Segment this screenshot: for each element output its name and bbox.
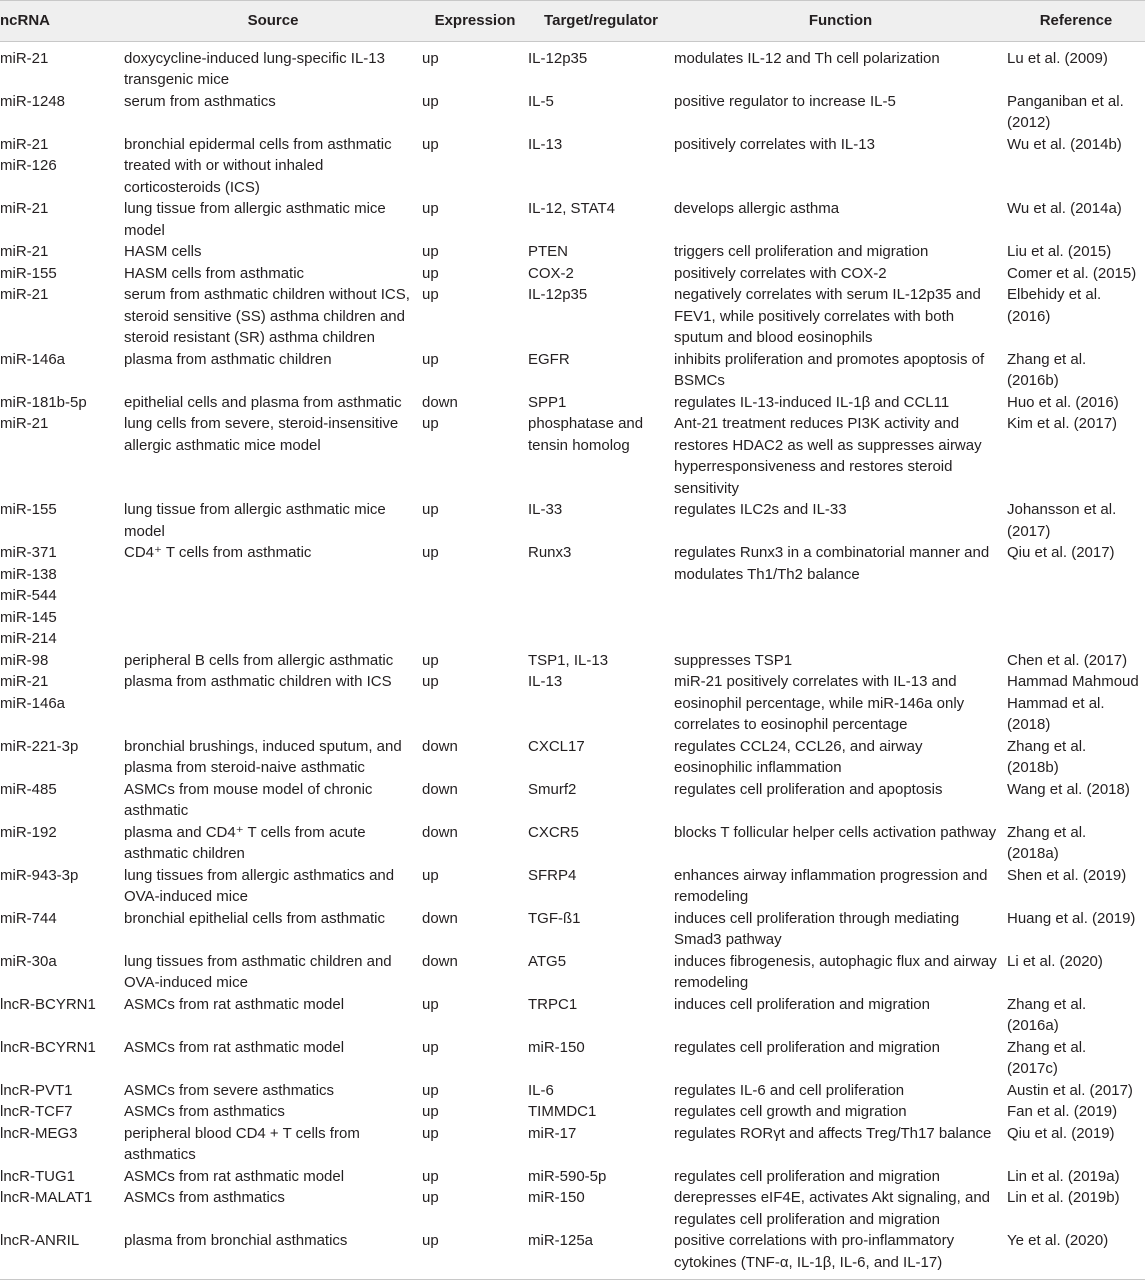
cell-reference: Lin et al. (2019a) [1007, 1167, 1120, 1185]
cell-ncrna [0, 822, 124, 865]
cell-function: enhances airway inflammation progression and remodeling [674, 866, 988, 905]
ncrna-name: miR-181b-5p [0, 393, 87, 411]
cell-ncrna [0, 908, 124, 951]
cell-reference: Huang et al. (2019) [1007, 909, 1136, 927]
cell-ncrna [0, 994, 124, 1037]
cell-function: triggers cell proliferation and migration [674, 243, 929, 260]
cell-source: ASMCs from rat asthmatic model [124, 1167, 345, 1185]
cell-source: bronchial brushings, induced sputum, and plasma from steroid-naive asthmatic [124, 737, 402, 776]
cell-expression: up [422, 350, 439, 368]
cell-function: negatively correlates with serum IL-12p35 and FEV1, while positively correlates with both sputum and blood eosinophils [674, 286, 981, 346]
cell-reference: Fan et al. (2019) [1007, 1103, 1118, 1120]
cell-source: ASMCs from asthmatics [124, 1103, 285, 1120]
cell-target: TIMMDC1 [528, 1103, 597, 1120]
cell-function: positively correlates with IL-13 [674, 135, 875, 153]
table-row [0, 284, 1145, 349]
cell-expression: up [422, 1189, 439, 1206]
cell-expression: up [422, 1230, 528, 1280]
cell-expression: up [422, 1103, 439, 1120]
cell-function: miR-21 positively correlates with IL-13 and eosinophil percentage, while miR-146a only correlates to eosinophil percentage [674, 673, 965, 733]
table-row [0, 91, 1145, 134]
cell-reference: Kim et al. (2017) [1007, 415, 1118, 432]
cell-reference: Shen et al. (2019) [1007, 866, 1127, 884]
cell-ncrna [0, 1101, 124, 1123]
cell-expression: up [422, 673, 439, 690]
cell-reference: Lin et al. (2019b) [1007, 1189, 1120, 1206]
cell-target: miR-125a [528, 1230, 674, 1280]
cell-reference: Elbehidy et al. (2016) [1007, 286, 1102, 325]
cell-target: IL-33 [528, 501, 563, 518]
cell-expression: up [422, 135, 439, 153]
cell-target: IL-12p35 [528, 286, 588, 303]
cell-expression: up [422, 1124, 439, 1142]
cell-reference: Chen et al. (2017) [1007, 651, 1128, 669]
table-header [0, 1, 1145, 42]
cell-reference: Johansson et al. (2017) [1007, 501, 1117, 540]
cell-expression: down [422, 393, 458, 411]
cell-reference: Qiu et al. (2019) [1007, 1124, 1115, 1142]
table-row [0, 1123, 1145, 1166]
table-row [0, 413, 1145, 499]
cell-source: peripheral B cells from allergic asthmatic [124, 651, 394, 669]
cell-function: modulates IL-12 and Th cell polarization [674, 49, 940, 67]
cell-ncrna [0, 41, 124, 91]
cell-source: plasma from asthmatic children [124, 350, 332, 368]
cell-target: SPP1 [528, 393, 567, 411]
cell-expression: up [422, 651, 439, 669]
cell-source: HASM cells [124, 243, 202, 260]
cell-target: IL-13 [528, 135, 563, 153]
cell-function: regulates RORγt and affects Treg/Th17 balance [674, 1124, 992, 1142]
cell-source: ASMCs from rat asthmatic model [124, 1038, 345, 1056]
cell-expression: up [422, 501, 439, 518]
table-row [0, 1187, 1145, 1230]
cell-expression: up [422, 49, 439, 67]
table-row [0, 994, 1145, 1037]
table-row [0, 134, 1145, 199]
cell-ncrna [0, 865, 124, 908]
header-function: Function [674, 1, 1007, 42]
cell-source: lung cells from severe, steroid-insensitive allergic asthmatic mice model [124, 415, 399, 454]
ncrna-name: miR-21 [0, 49, 49, 67]
table-row [0, 736, 1145, 779]
cell-ncrna [0, 1230, 124, 1280]
cell-function: blocks T follicular helper cells activation pathway [674, 823, 997, 841]
cell-source: ASMCs from asthmatics [124, 1189, 285, 1206]
cell-ncrna [0, 392, 124, 414]
cell-expression: up [422, 92, 439, 110]
cell-function: regulates cell proliferation and migration [674, 1038, 940, 1056]
table-row [0, 1037, 1145, 1080]
cell-source: plasma and CD4⁺ T cells from acute asthmatic children [124, 823, 366, 862]
table-row [0, 1166, 1145, 1188]
ncrna-name: lncR-BCYRN1 [0, 1038, 96, 1056]
cell-reference: Lu et al. (2009) [1007, 49, 1108, 67]
cell-expression: up [422, 866, 439, 884]
cell-target: miR-590-5p [528, 1167, 607, 1185]
cell-ncrna [0, 650, 124, 672]
cell-reference: Zhang et al. (2017c) [1007, 1038, 1087, 1077]
table-row [0, 349, 1145, 392]
cell-source: serum from asthmatics [124, 92, 276, 110]
cell-function: induces fibrogenesis, autophagic flux and airway remodeling [674, 952, 997, 991]
cell-expression: up [422, 544, 439, 561]
cell-function: positive correlations with pro-inflammatory cytokines (TNF-α, IL-1β, IL-6, and IL-17) [674, 1230, 1007, 1280]
cell-function: regulates CCL24, CCL26, and airway eosinophilic inflammation [674, 737, 923, 776]
cell-reference: Liu et al. (2015) [1007, 243, 1112, 260]
cell-ncrna [0, 779, 124, 822]
cell-expression: up [422, 1038, 439, 1056]
ncrna-name: miR-21 [0, 286, 49, 303]
cell-target: IL-13 [528, 673, 563, 690]
table-row [0, 1230, 1145, 1280]
cell-target: SFRP4 [528, 866, 577, 884]
cell-ncrna [0, 134, 124, 199]
cell-ncrna [0, 198, 124, 241]
cell-expression: up [422, 286, 439, 303]
cell-function: regulates IL-6 and cell proliferation [674, 1081, 905, 1099]
ncrna-name: miR-214 [0, 630, 57, 647]
cell-target: phosphatase and tensin homolog [528, 415, 644, 454]
cell-target: ATG5 [528, 952, 567, 970]
cell-source: ASMCs from mouse model of chronic asthmatic [124, 780, 373, 819]
cell-function: induces cell proliferation and migration [674, 995, 930, 1013]
table-row [0, 650, 1145, 672]
cell-target: CXCL17 [528, 737, 585, 755]
cell-ncrna [0, 736, 124, 779]
ncrna-name: miR-146a [0, 350, 66, 368]
cell-source: ASMCs from severe asthmatics [124, 1081, 335, 1099]
cell-expression: down [422, 952, 458, 970]
cell-source: bronchial epithelial cells from asthmatic [124, 909, 385, 927]
ncrna-name: miR-943-3p [0, 866, 79, 884]
ncrna-name: lncR-TCF7 [0, 1103, 73, 1120]
table-row [0, 822, 1145, 865]
cell-expression: down [422, 780, 458, 798]
cell-function: develops allergic asthma [674, 200, 840, 217]
cell-target: miR-150 [528, 1189, 585, 1206]
cell-target: COX-2 [528, 264, 574, 282]
cell-function: regulates IL-13-induced IL-1β and CCL11 [674, 393, 950, 411]
ncrna-name: miR-371 [0, 544, 57, 561]
cell-reference: Zhang et al. (2018b) [1007, 737, 1087, 776]
cell-reference: Wu et al. (2014b) [1007, 135, 1122, 153]
cell-ncrna [0, 1187, 124, 1230]
ncrna-name: miR-1248 [0, 92, 66, 110]
cell-ncrna [0, 349, 124, 392]
table-row [0, 392, 1145, 414]
cell-source: plasma from bronchial asthmatics [124, 1230, 422, 1280]
cell-source: CD4⁺ T cells from asthmatic [124, 544, 312, 561]
ncrna-name: miR-146a [0, 694, 66, 712]
table-row [0, 908, 1145, 951]
cell-source: lung tissues from asthmatic children and OVA-induced mice [124, 952, 392, 991]
cell-target: IL-12p35 [528, 49, 588, 67]
ncrna-name: miR-155 [0, 501, 57, 518]
cell-source: bronchial epidermal cells from asthmatic treated with or without inhaled corticosteroids (ICS) [124, 135, 392, 196]
cell-expression: up [422, 1167, 439, 1185]
cell-function: induces cell proliferation through mediating Smad3 pathway [674, 909, 960, 948]
cell-target: IL-12, STAT4 [528, 200, 615, 217]
ncrna-name: miR-21 [0, 415, 49, 432]
header-target-regulator: Target/regulator [528, 1, 674, 42]
cell-source: lung tissue from allergic asthmatic mice model [124, 501, 386, 540]
ncrna-name: lncR-MEG3 [0, 1124, 78, 1142]
cell-target: PTEN [528, 243, 569, 260]
cell-reference: Wu et al. (2014a) [1007, 200, 1122, 217]
ncrna-name: miR-155 [0, 264, 57, 282]
cell-expression: down [422, 737, 458, 755]
cell-source: epithelial cells and plasma from asthmatic [124, 393, 402, 411]
cell-expression: up [422, 995, 439, 1013]
header-source: Source [124, 1, 422, 42]
cell-ncrna [0, 1037, 124, 1080]
ncrna-name: miR-21 [0, 243, 49, 260]
ncrna-name: miR-744 [0, 909, 57, 927]
cell-target: CXCR5 [528, 823, 579, 841]
cell-source: plasma from asthmatic children with ICS [124, 673, 392, 690]
cell-reference: Panganiban et al. (2012) [1007, 92, 1124, 131]
cell-source: serum from asthmatic children without ICS, steroid sensitive (SS) asthma children and steroid resistant (SR) asthma children [124, 286, 410, 346]
cell-expression: up [422, 200, 439, 217]
cell-expression: up [422, 264, 439, 282]
cell-function: regulates cell proliferation and migration [674, 1167, 940, 1185]
cell-target: miR-150 [528, 1038, 585, 1056]
ncrna-name: lncR-ANRIL [0, 1232, 80, 1249]
ncrna-name: lncR-TUG1 [0, 1167, 76, 1185]
cell-reference: Wang et al. (2018) [1007, 780, 1130, 798]
cell-source: peripheral blood CD4 + T cells from asthmatics [124, 1124, 360, 1163]
table-row [0, 1101, 1145, 1123]
cell-ncrna [0, 542, 124, 650]
cell-function: inhibits proliferation and promotes apoptosis of BSMCs [674, 350, 985, 389]
table-row [0, 951, 1145, 994]
table-row [0, 779, 1145, 822]
cell-target: TRPC1 [528, 995, 578, 1013]
cell-function: positively correlates with COX-2 [674, 264, 887, 282]
ncrna-name: miR-485 [0, 780, 57, 798]
cell-reference: Comer et al. (2015) [1007, 264, 1137, 282]
cell-ncrna [0, 263, 124, 285]
cell-target: TSP1, IL-13 [528, 651, 609, 669]
cell-function: regulates cell growth and migration [674, 1103, 907, 1120]
cell-target: Smurf2 [528, 780, 577, 798]
table-row [0, 241, 1145, 263]
ncrna-name: miR-30a [0, 952, 57, 970]
cell-expression: down [422, 823, 458, 841]
cell-reference: Qiu et al. (2017) [1007, 544, 1115, 561]
cell-ncrna [0, 1166, 124, 1188]
cell-target: miR-17 [528, 1124, 577, 1142]
cell-function: derepresses eIF4E, activates Akt signaling, and regulates cell proliferation and migration [674, 1189, 991, 1228]
ncrna-name: miR-544 [0, 587, 57, 604]
cell-function: regulates ILC2s and IL-33 [674, 501, 847, 518]
cell-function: Ant-21 treatment reduces PI3K activity and restores HDAC2 as well as suppresses airway hyperresponsiveness and restores steroid sensitivity [674, 415, 982, 497]
cell-ncrna [0, 91, 124, 134]
ncrna-name: miR-221-3p [0, 737, 79, 755]
ncrna-name: miR-138 [0, 565, 57, 583]
cell-reference: Li et al. (2020) [1007, 952, 1103, 970]
table-row [0, 499, 1145, 542]
cell-reference: Ye et al. (2020) [1007, 1230, 1145, 1280]
cell-function: regulates cell proliferation and apoptosis [674, 780, 943, 798]
ncrna-name: lncR-PVT1 [0, 1081, 73, 1099]
ncrna-name: miR-192 [0, 823, 57, 841]
cell-ncrna [0, 671, 124, 736]
cell-target: Runx3 [528, 544, 572, 561]
table-row [0, 865, 1145, 908]
table-row [0, 1080, 1145, 1102]
ncrna-name: miR-21 [0, 135, 49, 153]
cell-ncrna [0, 951, 124, 994]
ncrna-name: miR-98 [0, 651, 49, 669]
ncrna-name: miR-21 [0, 200, 49, 217]
ncrna-name: lncR-BCYRN1 [0, 995, 96, 1013]
cell-expression: up [422, 1081, 439, 1099]
cell-ncrna [0, 241, 124, 263]
cell-ncrna [0, 413, 124, 499]
header-reference: Reference [1007, 1, 1145, 42]
cell-ncrna [0, 1080, 124, 1102]
table-row [0, 198, 1145, 241]
table-row [0, 671, 1145, 736]
cell-reference: Huo et al. (2016) [1007, 393, 1119, 411]
table-row [0, 41, 1145, 91]
cell-ncrna [0, 284, 124, 349]
cell-reference: Zhang et al. (2016b) [1007, 350, 1087, 389]
cell-reference: Zhang et al. (2018a) [1007, 823, 1087, 862]
cell-source: HASM cells from asthmatic [124, 264, 305, 282]
ncrna-name: miR-21 [0, 673, 49, 690]
cell-expression: down [422, 909, 458, 927]
cell-target: IL-5 [528, 92, 554, 110]
table-row [0, 263, 1145, 285]
header-ncrna: ncRNA [0, 1, 124, 42]
cell-target: TGF-ß1 [528, 909, 581, 927]
cell-reference: Austin et al. (2017) [1007, 1081, 1133, 1099]
cell-function: suppresses TSP1 [674, 651, 793, 669]
table-row [0, 542, 1145, 650]
ncrna-name: miR-145 [0, 608, 57, 626]
cell-ncrna [0, 499, 124, 542]
cell-source: lung tissues from allergic asthmatics and OVA-induced mice [124, 866, 395, 905]
cell-expression: up [422, 243, 439, 260]
cell-source: doxycycline-induced lung-specific IL-13 transgenic mice [124, 49, 385, 88]
header-row [0, 1, 1145, 42]
cell-expression: up [422, 415, 439, 432]
cell-function: regulates Runx3 in a combinatorial manner and modulates Th1/Th2 balance [674, 544, 990, 583]
cell-source: lung tissue from allergic asthmatic mice model [124, 200, 386, 239]
ncrna-name: miR-126 [0, 157, 57, 174]
cell-reference: Zhang et al. (2016a) [1007, 995, 1087, 1034]
cell-ncrna [0, 1123, 124, 1166]
ncrna-name: lncR-MALAT1 [0, 1189, 93, 1206]
cell-target: IL-6 [528, 1081, 554, 1099]
cell-function: positive regulator to increase IL-5 [674, 92, 896, 110]
cell-reference: Hammad Mahmoud Hammad et al. (2018) [1007, 673, 1139, 733]
table-body [0, 41, 1145, 1280]
cell-target: EGFR [528, 350, 570, 368]
cell-source: ASMCs from rat asthmatic model [124, 995, 345, 1013]
header-expression: Expression [422, 1, 528, 42]
